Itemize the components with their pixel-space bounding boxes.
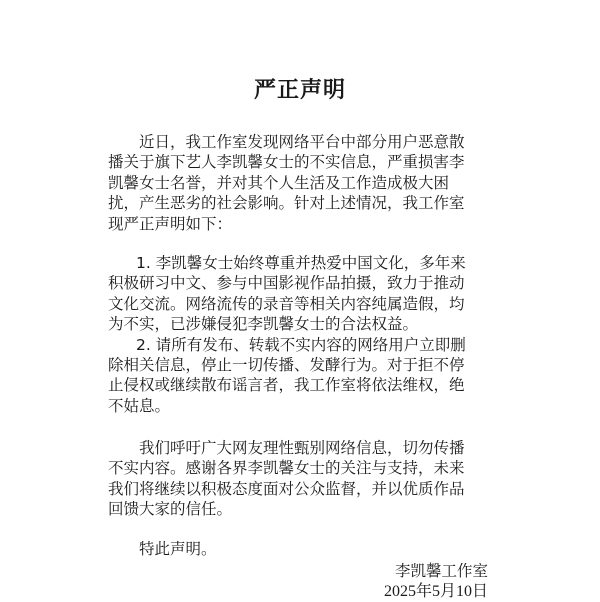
- appeal-line: 我们呼吁广大网友理性甄别网络信息，切勿传播: [139, 439, 465, 457]
- closing-line: 特此声明。: [139, 540, 217, 558]
- signature-date: 2025年5月10日: [383, 583, 488, 600]
- point-line: 文化交流。网络流传的录音等相关内容纯属造假，均: [108, 294, 465, 313]
- signature-name: 李凯馨工作室: [394, 562, 488, 580]
- document-title: 严正声明: [253, 78, 346, 103]
- appeal-line: 我们将继续以积极态度面对公众监督，并以优质作品: [108, 479, 465, 498]
- intro-line: 现严正声明如下：: [108, 214, 233, 233]
- point-line: 积极研习中文、参与中国影视作品拍摄，致力于推动: [108, 274, 465, 293]
- intro-line: 凯馨女士名誉，并对其个人生活及工作造成极大困: [108, 173, 450, 192]
- intro-paragraph: [108, 132, 508, 234]
- intro-line: 扰，产生恶劣的社会影响。针对上述情况，我工作室: [108, 194, 465, 213]
- appeal-line: 不实内容。感谢各界李凯馨女士的关注与支持，未来: [108, 459, 465, 478]
- points-list: [108, 253, 508, 416]
- intro-line: 近日，我工作室发现网络平台中部分用户恶意散: [139, 133, 465, 151]
- point-line: 2. 请所有发布、转载不实内容的网络用户立即删: [136, 335, 466, 354]
- appeal-line: 回馈大家的信任。: [108, 500, 233, 519]
- closing-paragraph: [108, 539, 508, 559]
- point-line: 1. 李凯馨女士始终尊重并热爱中国文化，多年来: [136, 254, 466, 272]
- point-line: 不姑息。: [108, 396, 171, 415]
- intro-line: 播关于旗下艺人李凯馨女士的不实信息，严重损害李: [108, 153, 465, 172]
- point-line: 止侵权或继续散布谣言者，我工作室将依法维权，绝: [108, 376, 465, 395]
- point-line: 为不实，已涉嫌侵犯李凯馨女士的合法权益。: [108, 315, 419, 334]
- appeal-paragraph: [108, 438, 508, 520]
- point-line: 除相关信息，停止一切传播、发酵行为。对于拒不停: [108, 356, 465, 375]
